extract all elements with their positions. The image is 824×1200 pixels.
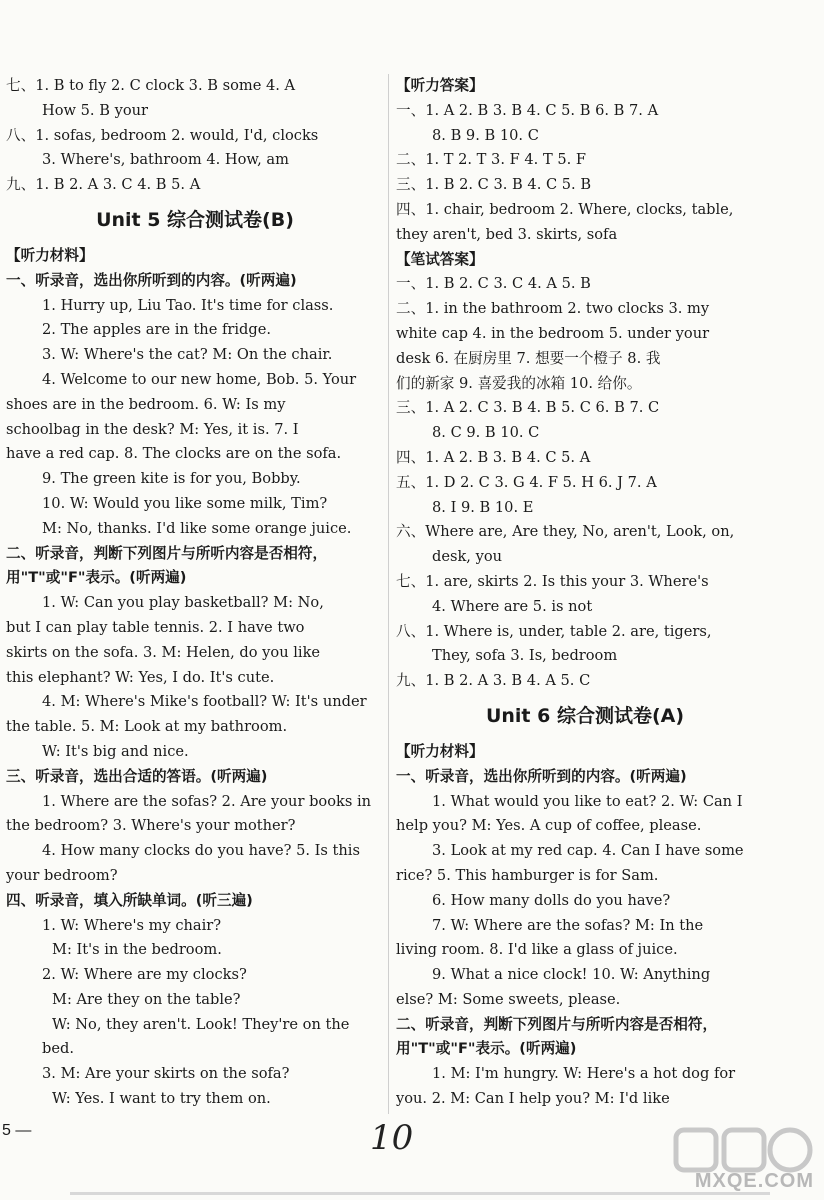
bottom-edge-line [70,1192,770,1195]
answer-line: 一、1. B 2. C 3. C 4. A 5. B [396,275,591,293]
page-number: 5 — [2,1122,32,1139]
answer-line: 二、1. T 2. T 3. F 4. T 5. F [396,151,587,169]
part2-heading: 二、听录音，判断下列图片与所听内容是否相符， [396,1015,718,1033]
section-7-answers-cont: How 5. B your [42,101,148,119]
text-line: schoolbag in the desk? M: Yes, it is. 7. I [6,420,299,438]
part2-heading-cont: 用"T"或"F"表示。(听两遍) [396,1040,577,1058]
text-line: 7. W: Where are the sofas? M: In the [432,916,704,934]
part1-heading: 一、听录音，选出你所听到的内容。(听两遍) [396,767,687,785]
part3-heading: 三、听录音，选出合适的答语。(听两遍) [6,767,268,785]
part2-heading: 二、听录音，判断下列图片与所听内容是否相符， [6,544,328,562]
section-8-answers-cont: 3. Where's, bathroom 4. How, am [42,151,289,169]
section-9-answers: 九、1. B 2. A 3. C 4. B 5. A [6,176,201,194]
section-7-answers: 七、1. B to fly 2. C clock 3. B some 4. A [6,77,296,94]
answer-line: 8. I 9. B 10. E [432,498,534,516]
text-line: 3. M: Are your skirts on the sofa? [42,1065,290,1083]
answer-line: 四、1. chair, bedroom 2. Where, clocks, table, [396,200,734,218]
unit5-test-title: Unit 5 综合测试卷(B) [96,208,294,231]
text-line: W: No, they aren't. Look! They're on the [52,1015,350,1033]
answer-line: 8. B 9. B 10. C [432,126,539,144]
part1-heading: 一、听录音，选出你所听到的内容。(听两遍) [6,271,297,289]
text-line: rice? 5. This hamburger is for Sam. [396,866,659,884]
column-divider [388,74,389,1114]
text-line: bed. [42,1040,74,1058]
answer-line: 4. Where are 5. is not [432,597,593,615]
section-8-answers: 八、1. sofas, bedroom 2. would, I'd, clocks [6,126,319,144]
watermark-text: MXQE.COM [694,1170,814,1192]
text-line: 4. Welcome to our new home, Bob. 5. Your [42,370,357,388]
answer-line: desk 6. 在厨房里 7. 想要一个橙子 8. 我 [396,349,661,367]
text-line: have a red cap. 8. The clocks are on the sofa. [6,445,342,463]
text-line: but I can play table tennis. 2. I have two [6,618,305,636]
answer-line: 8. C 9. B 10. C [432,424,540,442]
text-line: 1. W: Can you play basketball? M: No, [42,594,324,612]
text-line: 9. What a nice clock! 10. W: Anything [432,966,711,984]
answer-line: 四、1. A 2. B 3. B 4. C 5. A [396,448,591,466]
text-line: W: It's big and nice. [42,742,189,760]
text-line: the bedroom? 3. Where's your mother? [6,817,296,835]
text-line: help you? M: Yes. A cup of coffee, please. [396,817,702,835]
text-line: 1. Hurry up, Liu Tao. It's time for class. [42,296,334,314]
text-line: M: No, thanks. I'd like some orange juice. [42,519,352,537]
answer-line: desk, you [432,548,503,566]
answer-line: 五、1. D 2. C 3. G 4. F 5. H 6. J 7. A [396,473,657,491]
answer-line: 三、1. B 2. C 3. B 4. C 5. B [396,176,592,194]
text-line: 1. What would you like to eat? 2. W: Can I [432,792,743,810]
unit6-test-title: Unit 6 综合测试卷(A) [485,704,685,727]
right-column [396,74,774,1112]
text-line: 4. How many clocks do you have? 5. Is this [42,842,360,860]
text-line: 2. W: Where are my clocks? [42,966,247,984]
text-line: 1. M: I'm hungry. W: Here's a hot dog for [432,1065,736,1083]
handwritten-number: 10 [370,1118,414,1158]
text-line: 10. W: Would you like some milk, Tim? [42,494,328,512]
text-line: 1. Where are the sofas? 2. Are your books in [42,792,372,810]
text-line: M: It's in the bedroom. [52,941,222,959]
answer-line: 一、1. A 2. B 3. B 4. C 5. B 6. B 7. A [396,101,659,119]
answer-line: white cap 4. in the bedroom 5. under your [396,324,710,342]
text-line: skirts on the sofa. 3. M: Helen, do you like [6,643,321,661]
answer-line: 八、1. Where is, under, table 2. are, tigers, [396,622,712,640]
answer-line: they aren't, bed 3. skirts, sofa [396,225,618,243]
text-line: M: Are they on the table? [52,990,241,1008]
listening-answers-heading: 【听力答案】 [396,77,484,94]
text-line: 3. W: Where's the cat? M: On the chair. [42,346,333,364]
text-line: W: Yes. I want to try them on. [52,1090,271,1108]
text-line: else? M: Some sweets, please. [396,990,621,1008]
part2-heading-cont: 用"T"或"F"表示。(听两遍) [6,569,187,587]
text-line: 6. How many dolls do you have? [432,891,671,909]
part4-heading: 四、听录音，填入所缺单词。(听三遍) [6,891,253,909]
text-line: the table. 5. M: Look at my bathroom. [6,718,288,736]
text-line: 2. The apples are in the fridge. [42,321,271,339]
text-line: 9. The green kite is for you, Bobby. [42,470,301,488]
answer-line: 七、1. are, skirts 2. Is this your 3. Where's [396,572,709,590]
text-line: your bedroom? [6,866,118,884]
answer-line: 们的新家 9. 喜爱我的冰箱 10. 给你。 [396,374,642,392]
text-line: 1. W: Where's my chair? [42,916,222,934]
text-line: 4. M: Where's Mike's football? W: It's under [42,693,367,711]
answer-line: 二、1. in the bathroom 2. two clocks 3. my [396,300,710,318]
answer-line: 六、Where are, Are they, No, aren't, Look, on, [396,523,735,541]
left-column [6,74,384,1112]
text-line: 3. Look at my red cap. 4. Can I have some [432,842,744,860]
answer-line: They, sofa 3. Is, bedroom [432,647,618,665]
listening-material-heading: 【听力材料】 [396,742,484,760]
answer-line: 九、1. B 2. A 3. B 4. A 5. C [396,672,591,690]
written-answers-heading: 【笔试答案】 [396,250,484,268]
listening-material-heading: 【听力材料】 [6,246,94,264]
answer-line: 三、1. A 2. C 3. B 4. B 5. C 6. B 7. C [396,399,660,417]
text-line: this elephant? W: Yes, I do. It's cute. [6,668,275,686]
text-line: living room. 8. I'd like a glass of juice. [396,941,678,959]
text-line: you. 2. M: Can I help you? M: I'd like [396,1090,670,1108]
text-line: shoes are in the bedroom. 6. W: Is my [6,395,286,413]
